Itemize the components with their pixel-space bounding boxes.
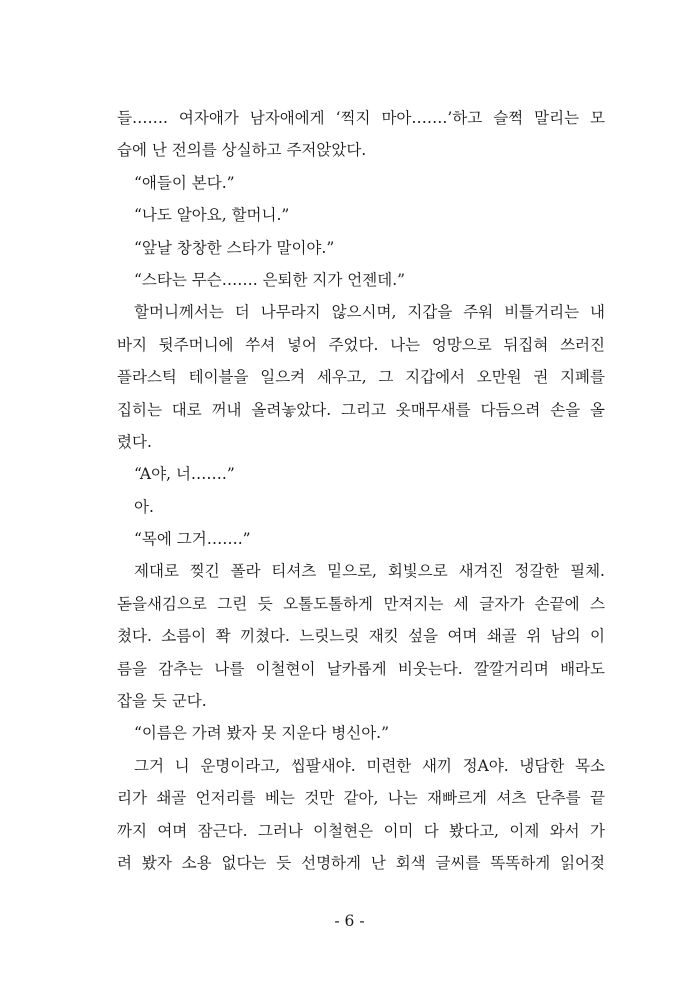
text-line: 습에 난 전의를 상실하고 주저앉았다.: [117, 141, 367, 160]
text-line: “A야, 너…….”: [134, 465, 235, 484]
body-text: [117, 102, 605, 879]
text-line: 돋을새김으로 그린 듯 오톨도톨하게 만져지는 세 글자가 손끝에 스: [117, 594, 605, 613]
text-line: “스타는 무슨……. 은퇴한 지가 언젠데.”: [134, 270, 406, 289]
page-number: - 6 -: [334, 912, 365, 930]
text-line: 렸다.: [117, 432, 152, 451]
text-line: 려 봤자 소용 없다는 듯 선명하게 난 회색 글씨를 똑똑하게 읽어젖: [117, 853, 605, 872]
text-line: 제대로 찢긴 폴라 티셔츠 밑으로, 회빛으로 새겨진 정갈한 필체.: [134, 562, 605, 581]
text-line: “이름은 가려 봤자 못 지운다 병신아.”: [134, 724, 390, 743]
text-line: 름을 감추는 나를 이철현이 날카롭게 비웃는다. 깔깔거리며 배라도: [117, 659, 605, 678]
text-line: “목에 그거…….”: [134, 530, 251, 549]
text-line: “나도 알아요, 할머니.”: [134, 206, 290, 225]
text-line: 바지 뒷주머니에 쑤셔 넣어 주었다. 나는 엉망으로 뒤집혀 쓰러진: [117, 335, 605, 354]
text-line: 까지 여며 잠근다. 그러나 이철현은 이미 다 봤다고, 이제 와서 가: [117, 821, 605, 840]
text-line: 리가 쇄골 언저리를 베는 것만 같아, 나는 재빠르게 셔츠 단추를 끝: [117, 789, 605, 808]
text-line: 플라스틱 테이블을 일으켜 세우고, 그 지갑에서 오만원 권 지폐를: [117, 368, 605, 387]
text-line: 쳤다. 소름이 쫙 끼쳤다. 느릿느릿 재킷 섶을 여며 쇄골 위 남의 이: [117, 627, 605, 646]
text-line: 아.: [134, 497, 154, 516]
text-line: 그거 니 운명이라고, 씹팔새야. 미련한 새끼 정A야. 냉담한 목소: [134, 756, 605, 775]
text-line: 할머니께서는 더 나무라지 않으시며, 지갑을 주워 비틀거리는 내: [134, 303, 605, 322]
text-line: 들……. 여자애가 남자애에게 ‘찍지 마아…….’하고 슬쩍 말리는 모: [117, 109, 605, 127]
text-line: 집히는 대로 꺼내 올려놓았다. 그리고 옷매무새를 다듬으려 손을 올: [117, 400, 605, 419]
text-line: “앞날 창창한 스타가 말이야.”: [134, 238, 335, 257]
text-line: 잡을 듯 군다.: [117, 692, 207, 711]
text-line: “애들이 본다.”: [134, 173, 235, 192]
